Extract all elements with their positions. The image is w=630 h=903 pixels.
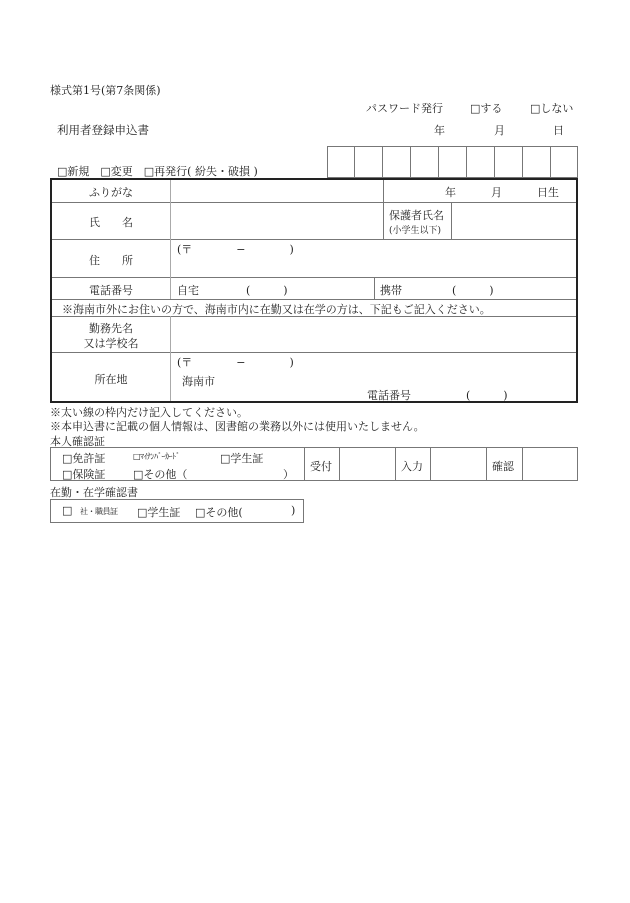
form-title: 利用者登録申込書 xyxy=(57,123,149,137)
name-label: 氏 名 xyxy=(89,216,133,229)
reception-stamp-cell[interactable] xyxy=(340,448,395,480)
other-id-checkbox[interactable]: □その他（ xyxy=(133,468,188,481)
password-issue-label: パスワード発行 xyxy=(366,102,443,115)
phone-label: 電話番号 xyxy=(89,284,133,297)
card-number-cell[interactable] xyxy=(411,146,439,178)
card-number-cell[interactable] xyxy=(551,146,578,178)
note-privacy: ※本申込書に記載の個人情報は、図書館の業務以外には使用いたしません。 xyxy=(50,420,425,433)
mobile-phone-label: 携帯 xyxy=(380,284,402,297)
col-divider xyxy=(486,447,487,481)
application-type-options[interactable]: □新規 □変更 □再発行( 紛失・破損 ) xyxy=(57,165,258,178)
birth-year-label: 年 xyxy=(445,186,456,199)
work-section-title: 在勤・在学確認書 xyxy=(50,486,138,499)
address-input[interactable] xyxy=(171,254,576,276)
location-city: 海南市 xyxy=(182,375,215,388)
location-label: 所在地 xyxy=(94,373,128,386)
input-stamp-cell[interactable] xyxy=(431,448,486,480)
location-phone-input[interactable]: ( ) xyxy=(466,389,508,402)
name-input[interactable] xyxy=(171,203,382,239)
license-checkbox[interactable]: □免許証 xyxy=(62,452,106,465)
card-number-cell[interactable] xyxy=(355,146,383,178)
card-number-cell[interactable] xyxy=(495,146,523,178)
date-month-label: 月 xyxy=(494,124,505,137)
confirm-label: 確認 xyxy=(492,460,514,473)
mobile-phone-input[interactable]: ( ) xyxy=(452,284,494,297)
row-divider xyxy=(52,352,576,353)
card-number-cell[interactable] xyxy=(439,146,467,178)
address-postal[interactable]: (〒 − ) xyxy=(177,243,294,256)
student-id-checkbox[interactable]: □学生証 xyxy=(220,452,264,465)
furigana-label: ふりがな xyxy=(89,186,133,199)
row-divider xyxy=(52,277,576,278)
mynumber-card-checkbox[interactable]: □ﾏｲﾅﾝﾊﾞｰｶｰﾄﾞ xyxy=(133,452,180,461)
employee-id-label: 社・職員証 xyxy=(80,507,118,516)
location-postal[interactable]: (〒 − ) xyxy=(177,356,294,369)
student-card-checkbox[interactable]: □学生証 xyxy=(137,506,181,519)
workplace-input[interactable] xyxy=(171,317,576,352)
non-resident-notice: ※海南市外にお住いの方で、海南市内に在勤又は在学の方は、下記もご記入ください。 xyxy=(62,303,491,316)
other-doc-checkbox[interactable]: □その他( xyxy=(195,506,243,519)
other-doc-close-paren: ) xyxy=(291,504,296,517)
location-phone-label: 電話番号 xyxy=(367,389,411,402)
note-bold-frame: ※太い線の枠内だけ記入してください。 xyxy=(50,406,248,419)
input-label: 入力 xyxy=(401,460,423,473)
furigana-input[interactable] xyxy=(171,179,382,202)
birth-day-label: 日生 xyxy=(537,186,559,199)
col-divider xyxy=(304,447,305,481)
home-phone-input[interactable]: ( ) xyxy=(246,284,288,297)
card-number-cell[interactable] xyxy=(467,146,495,178)
card-number-cell[interactable] xyxy=(383,146,411,178)
home-phone-label: 自宅 xyxy=(177,284,199,297)
address-label: 住 所 xyxy=(89,254,133,267)
col-divider xyxy=(395,447,396,481)
workplace-label-1: 勤務先名 xyxy=(89,322,133,335)
birth-month-label: 月 xyxy=(491,186,502,199)
password-no-checkbox[interactable]: □しない xyxy=(530,102,574,115)
col-divider xyxy=(374,277,375,299)
row-divider xyxy=(52,299,576,300)
card-number-cell[interactable] xyxy=(327,146,355,178)
reception-label: 受付 xyxy=(310,460,332,473)
guardian-name-label: 保護者氏名 xyxy=(389,209,444,222)
col-divider xyxy=(383,180,384,239)
guardian-name-input[interactable] xyxy=(452,203,576,239)
card-number-cell[interactable] xyxy=(523,146,551,178)
form-number: 様式第1号(第7条関係) xyxy=(50,84,161,97)
password-yes-checkbox[interactable]: □する xyxy=(470,102,503,115)
date-year-label: 年 xyxy=(434,124,445,137)
confirm-stamp-cell[interactable] xyxy=(523,448,577,480)
workplace-label-2: 又は学校名 xyxy=(83,337,139,350)
guardian-note: (小学生以下) xyxy=(389,226,442,236)
employee-id-checkbox[interactable]: □ xyxy=(62,504,73,517)
insurance-card-checkbox[interactable]: □保険証 xyxy=(62,468,106,481)
row-divider xyxy=(52,239,576,240)
id-section-title: 本人確認証 xyxy=(50,435,105,448)
date-day-label: 日 xyxy=(553,124,564,137)
other-id-close-paren: ） xyxy=(283,468,294,481)
